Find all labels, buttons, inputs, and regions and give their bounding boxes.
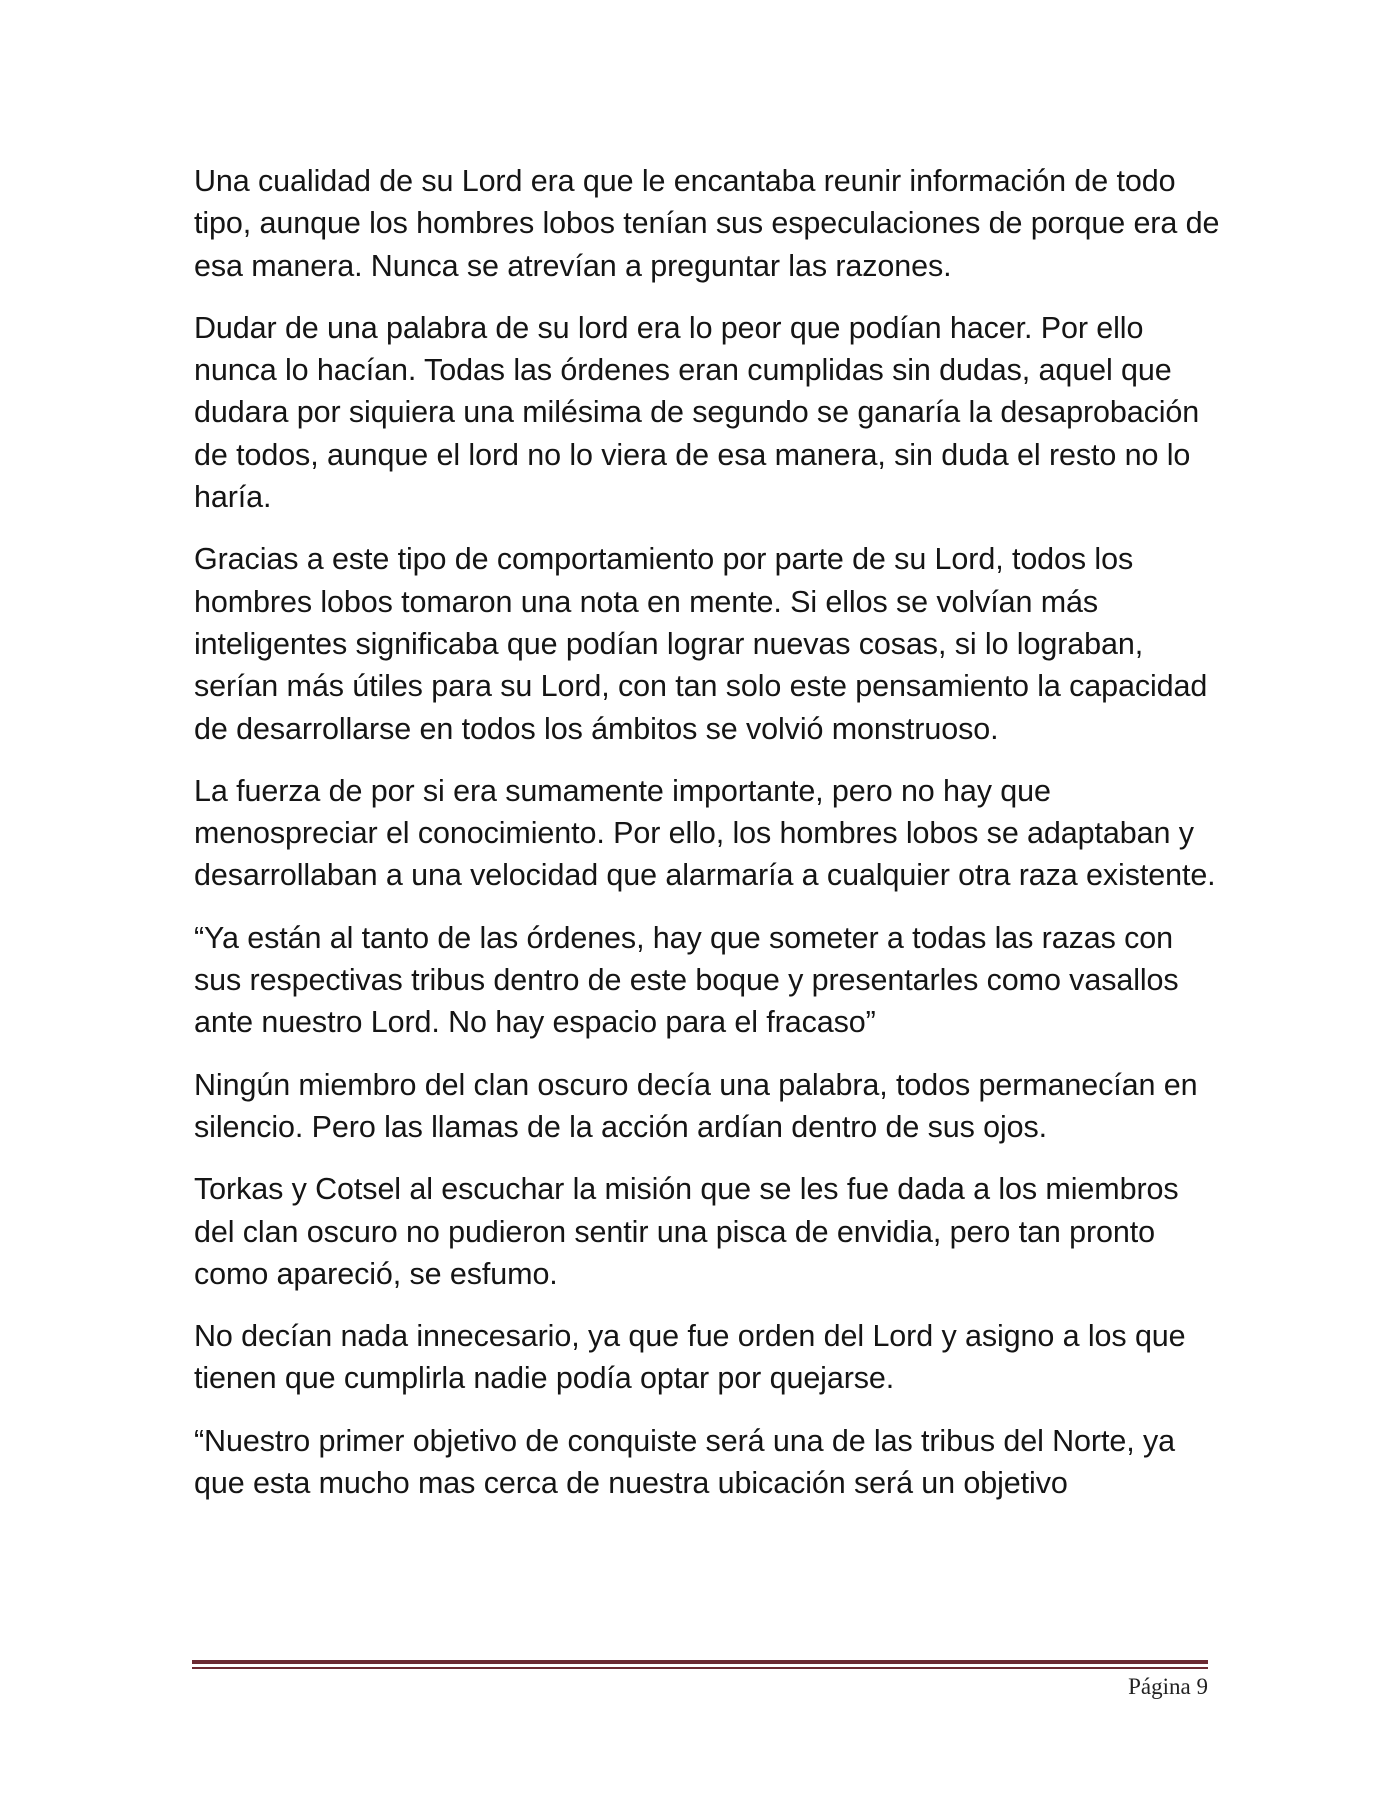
paragraph: “Ya están al tanto de las órdenes, hay que someter a todas las razas con sus respectivas tribus dentro de este boque y presentarles como vasallos ante nuestro Lord. No hay espacio para el fracaso” [194,920,1179,1040]
footer-divider-thin-line [192,1667,1208,1669]
paragraph: Torkas y Cotsel al escuchar la misión que se les fue dada a los miembros del clan oscuro no pudieron sentir una pisca de envidia, pero tan pronto como apareció, se esfumo. [194,1172,1179,1291]
paragraph: La fuerza de por si era sumamente importante, pero no hay que menospreciar el conocimiento. Por ello, los hombres lobos se adaptaban y desarrollaban a una velocidad que alarmaría a cualquier otra raza existente. [194,773,1216,893]
page-number: Página 9 [1128,1674,1208,1699]
body-text [194,160,1224,1524]
paragraph: Dudar de una palabra de su lord era lo peor que podían hacer. Por ello nunca lo hacían. Todas las órdenes eran cumplidas sin dudas, aquel que dudara por siquiera una milésima de segundo se ganaría la desaprobación de todos, aunque el lord no lo viera de esa manera, sin duda el resto no lo haría. [194,310,1200,515]
footer-divider [192,1660,1208,1670]
paragraph: No decían nada innecesario, ya que fue orden del Lord y asigno a los que tienen que cumplirla nadie podía optar por quejarse. [194,1319,1186,1396]
paragraph: Ningún miembro del clan oscuro decía una palabra, todos permanecían en silencio. Pero las llamas de la acción ardían dentro de sus ojos. [194,1067,1198,1144]
paragraph: Gracias a este tipo de comportamiento por parte de su Lord, todos los hombres lobos tomaron una nota en mente. Si ellos se volvían más inteligentes significaba que podían lograr nuevas cosas, si lo lograban, serían más útiles para su Lord, con tan solo este pensamiento la capacidad de desarrollarse en todos los ámbitos se volvió monstruoso. [194,542,1208,746]
paragraph: Una cualidad de su Lord era que le encantaba reunir información de todo tipo, aunque los hombres lobos tenían sus especulaciones de porque era de esa manera. Nunca se atrevían a preguntar las razones. [194,164,1220,283]
footer-divider-thick-line [192,1660,1208,1664]
paragraph: “Nuestro primer objetivo de conquiste será una de las tribus del Norte, ya que esta mucho mas cerca de nuestra ubicación será un objetivo [194,1423,1175,1501]
